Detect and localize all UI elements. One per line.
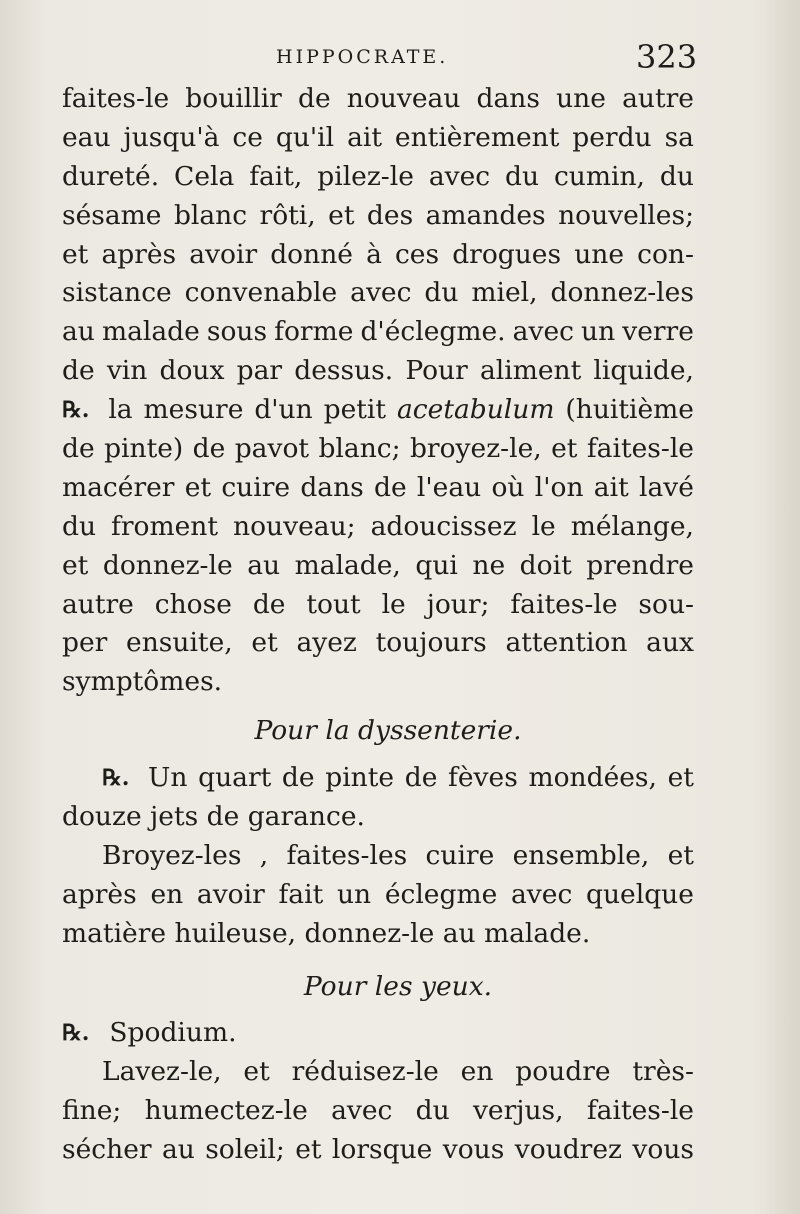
word: sésame [62,199,162,231]
word: matière huileuse, donnez-le au malade. [62,917,591,949]
word: forme [274,316,354,348]
word: de [297,83,331,114]
word: la [108,394,133,426]
word: nouveau [346,83,461,114]
paragraph-1 [62,80,694,391]
word: tout [306,588,361,620]
text-line [62,119,694,158]
word: et [62,549,89,581]
text-line [62,158,694,197]
word: réduisez-le [291,1056,439,1088]
recipe-symbol: ℞. [62,397,90,424]
word: miel, [471,277,538,309]
word: de [192,433,226,465]
word: pilez-le [317,160,414,192]
paragraph-1-continued [62,430,694,663]
word: malade [101,316,200,348]
word: petit [323,394,387,426]
word: qu'il [275,121,335,153]
word: le [381,588,406,620]
word: nouvelles; [558,199,694,231]
word: faites-le [586,1095,694,1127]
word: de [252,588,286,620]
word: et [243,1056,270,1088]
word: de [62,355,95,387]
word: très- [632,1056,694,1088]
text-line [62,352,694,391]
word: avec [428,160,491,192]
recipe-symbol: ℞. [62,1020,90,1047]
word: avec [331,1095,393,1127]
word: Lavez-le, [102,1056,222,1088]
word: au [62,316,95,348]
word: lavé [638,471,694,503]
word: de [281,762,315,794]
word: et [251,627,278,659]
word: fine; [62,1095,122,1127]
word: dessus. [294,355,394,387]
word: sa [664,121,694,153]
word: ne [472,549,506,581]
word: d'un [254,394,313,426]
word: con- [637,238,694,270]
word: humectez-le [144,1095,308,1127]
word: pavot [234,433,310,465]
word: ait [593,471,629,503]
word: vous [632,1134,694,1166]
word: quelque [586,878,694,910]
word: faites-le [586,433,694,465]
word: broyez-le, [409,433,542,465]
text-line [62,547,694,586]
word: aux [646,627,694,659]
word: avoir [196,878,265,910]
word: jour; [426,588,490,620]
word: per [62,627,108,659]
latin-term: acetabulum [397,394,555,426]
word: perdu [572,121,652,153]
text-line [62,469,694,508]
word: dans [300,471,364,503]
word: verre [622,316,694,348]
word: et [184,471,212,503]
word: cumin, [553,160,645,192]
word: adoucissez [370,510,517,542]
word: Un [148,762,188,794]
word: Cela [174,160,235,192]
word: et [62,238,89,270]
body-text [62,80,694,1170]
word: faites-les [286,839,408,871]
text-line [62,313,694,352]
word: l'eau [416,471,482,503]
word: pinte) [104,433,184,465]
word: doit [519,549,572,581]
word: pinte [325,762,395,794]
word: bouillir [185,83,282,114]
word: Broyez-les [102,839,242,871]
word: d'éclegme. [360,316,506,348]
text-line [62,915,694,954]
word: au [161,1134,195,1166]
word: toujours [375,627,487,659]
word: convenable [184,277,338,309]
word: du [415,1095,450,1127]
word: froment [111,510,219,542]
section-heading: Pour la dyssenterie. [254,715,522,747]
word: blanc [173,199,248,231]
word: autre [622,83,694,114]
word: du [659,160,694,192]
word: liquide, [593,355,694,387]
word: un [336,878,372,910]
word: donnez-le [102,549,233,581]
word: Pour [405,355,468,387]
word: quart [198,762,272,794]
word: éclegme [384,878,498,910]
word: poudre [515,1056,611,1088]
word: où [491,471,525,503]
word: du [62,510,97,542]
running-head: HIPPOCRATE. [276,46,449,68]
word: sécher [62,1134,152,1166]
word: voudrez [514,1134,622,1166]
word: verjus, [472,1095,564,1127]
word: jusqu'à [123,121,220,153]
text-line [62,391,694,430]
recipe-line [62,759,694,798]
word: sous [206,316,268,348]
word: fait, [249,160,303,192]
word: faites-le [510,588,618,620]
word: rôti, [259,199,316,231]
word: doux [159,355,225,387]
word: nouveau; [233,510,356,542]
word: Spodium. [109,1017,237,1049]
text-line [62,80,694,119]
word: mesure [143,394,244,426]
word: de [62,433,95,465]
word: prendre [586,549,694,581]
word: ce [232,121,263,153]
word: du [505,160,540,192]
word: une [556,83,606,114]
word: cuire [425,839,495,871]
word: en [460,1056,494,1088]
word: l'on [534,471,584,503]
recipe-symbol: ℞. [102,765,130,792]
word: de [374,471,407,503]
text-line [62,586,694,625]
word: amandes [425,199,546,231]
word: avec [350,277,412,309]
word: sistance [62,277,172,309]
text-line [62,197,694,236]
word: autre [62,588,134,620]
word: fèves [448,762,518,794]
word: et [328,199,355,231]
word: un [581,316,616,348]
recipe-line [62,1014,694,1053]
word: mélange, [570,510,694,542]
text-line [62,798,694,837]
text-line [62,274,694,313]
word: eau [62,121,111,153]
word: au [247,549,281,581]
word: ayez [296,627,357,659]
word: après [101,238,177,270]
word: avec [511,878,573,910]
word: de [404,762,438,794]
word: après [62,878,137,910]
word: en [150,878,184,910]
word: et [667,839,694,871]
text-line [62,1053,694,1092]
page-header [0,38,800,78]
word: malade, [294,549,401,581]
text-line [62,508,694,547]
page-number: 323 [636,38,698,76]
word: vin [106,355,148,387]
word: le [531,510,556,542]
word: une [574,238,625,270]
word: ensemble, [512,839,650,871]
word: donnez-les [550,277,694,309]
word: vous [442,1134,505,1166]
word: faites-le [62,83,170,114]
text-line [62,663,694,702]
text-line [62,876,694,915]
word: douze jets de garance. [62,801,365,833]
word: des [366,199,414,231]
text-line [62,837,694,876]
word: fait [278,878,324,910]
word: donné [270,238,353,270]
word: du [424,277,459,309]
word: avoir [189,238,258,270]
word: et [295,1134,322,1166]
word: entièrement [394,121,560,153]
word: cuire [221,471,291,503]
word: attention [505,627,628,659]
word: lorsque [331,1134,433,1166]
word: chose [154,588,232,620]
text-line [62,430,694,469]
word: dans [476,83,540,114]
word: et [551,433,578,465]
word: drogues [452,238,562,270]
text-line [62,236,694,275]
word: avec [512,316,574,348]
word: dureté. [62,160,160,192]
word: ensuite, [126,627,233,659]
word: symptômes. [62,666,223,698]
text-line [62,1092,694,1131]
word: blanc; [318,433,401,465]
section-heading: Pour les yeux. [303,970,493,1002]
text-line [62,1131,694,1170]
word: qui [415,549,458,581]
word: macérer [62,471,175,503]
word: ces [394,238,440,270]
word: soleil; [205,1134,285,1166]
text-line [62,624,694,663]
word: à [366,238,382,270]
word: sou- [638,588,694,620]
word: et [667,762,694,794]
word: (huitième [565,394,694,426]
word: ait [347,121,382,153]
word: , [259,839,269,871]
word: aliment [479,355,582,387]
word: par [236,355,283,387]
word: mondées, [528,762,657,794]
